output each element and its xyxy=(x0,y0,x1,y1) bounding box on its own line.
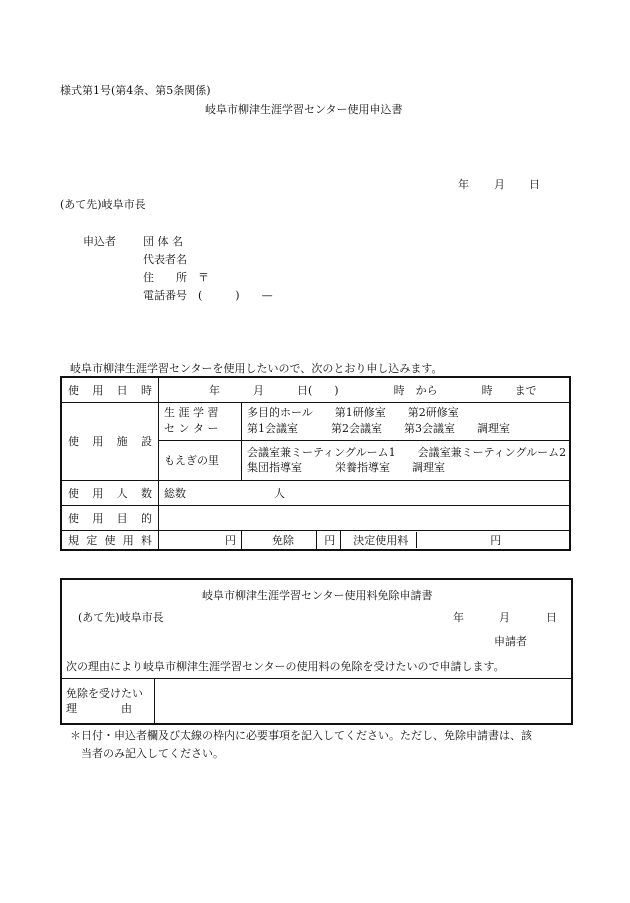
fee-value[interactable]: 円 xyxy=(159,530,242,550)
exemption-day: 日 xyxy=(546,611,557,624)
decided-label: 決定使用料 xyxy=(341,532,417,548)
phone-label: 電話番号 ( ) — xyxy=(143,289,273,302)
moegi-rooms[interactable] xyxy=(242,440,571,480)
date-day: 日 xyxy=(529,178,540,191)
usage-table xyxy=(60,376,571,551)
reason-label-line2: 理 由 xyxy=(66,702,132,715)
center-label-line1: 生 涯 学 習 xyxy=(164,406,219,419)
center-label-line2: セ ン タ ー xyxy=(164,422,219,435)
exempt-label: 免除 xyxy=(242,530,317,550)
note-line1: ＊日付・申込者欄及び太線の枠内に必要事項を記入してください。ただし、免除申請書は、該 xyxy=(70,729,532,742)
moegi-rooms-line2: 集団指導室 栄養指導室 調理室 xyxy=(247,461,445,474)
center-rooms[interactable] xyxy=(242,402,571,440)
note-line2: 当者のみ記入してください。 xyxy=(81,747,224,760)
exemption-form xyxy=(60,578,573,725)
org-name-label: 団 体 名 xyxy=(143,235,183,248)
center-label xyxy=(159,402,242,440)
fee-label: 規定使用料 xyxy=(61,530,159,550)
center-rooms-line1: 多目的ホール 第1研修室 第2研修室 xyxy=(247,406,459,419)
purpose-value[interactable] xyxy=(159,505,571,530)
exemption-year: 年 xyxy=(453,611,464,624)
reason-label-line1: 免除を受けたい xyxy=(66,687,143,700)
address-label: 住 所 〒 xyxy=(143,271,209,284)
form-number: 様式第1号(第4条、第5条関係) xyxy=(60,84,211,97)
rep-name-label: 代表者名 xyxy=(143,253,187,266)
moegi-rooms-line1: 会議室兼ミーティングルーム1 会議室兼ミーティングルーム2 xyxy=(247,446,567,459)
exempt-value[interactable]: 円 xyxy=(317,530,341,550)
people-label: 使用人数 xyxy=(61,480,159,505)
exemption-month: 月 xyxy=(499,611,510,624)
page-title: 岐阜市柳津生涯学習センター使用申込書 xyxy=(205,103,403,116)
people-value[interactable]: 総数 人 xyxy=(159,480,571,505)
date-label: 使用日時 xyxy=(61,377,159,402)
purpose-label: 使用目的 xyxy=(61,505,159,530)
reason-value[interactable] xyxy=(155,679,571,723)
intro-text: 岐阜市柳津生涯学習センターを使用したいので、次のとおり申し込みます。 xyxy=(70,362,443,375)
exemption-title: 岐阜市柳津生涯学習センター使用料免除申請書 xyxy=(202,589,433,602)
applicant-label: 申込者 xyxy=(83,235,116,248)
addressee: (あて先)岐阜市長 xyxy=(60,198,146,211)
date-value[interactable]: 年 月 日( ) 時 から 時 まで xyxy=(159,377,571,402)
date-month: 月 xyxy=(494,178,505,191)
exemption-applicant: 申請者 xyxy=(494,635,527,648)
moegi-label: もえぎの里 xyxy=(159,440,242,480)
center-rooms-line2: 第1会議室 第2会議室 第3会議室 調理室 xyxy=(247,422,510,435)
exemption-addressee: (あて先)岐阜市長 xyxy=(78,611,164,624)
exemption-text: 次の理由により岐阜市柳津生涯学習センターの使用料の免除を受けたいので申請します。 xyxy=(66,660,505,673)
decided-cell[interactable] xyxy=(341,530,570,550)
facility-label: 使用施設 xyxy=(61,402,159,480)
reason-label xyxy=(66,686,150,716)
date-year: 年 xyxy=(458,178,469,191)
decided-value: 円 xyxy=(490,533,502,547)
